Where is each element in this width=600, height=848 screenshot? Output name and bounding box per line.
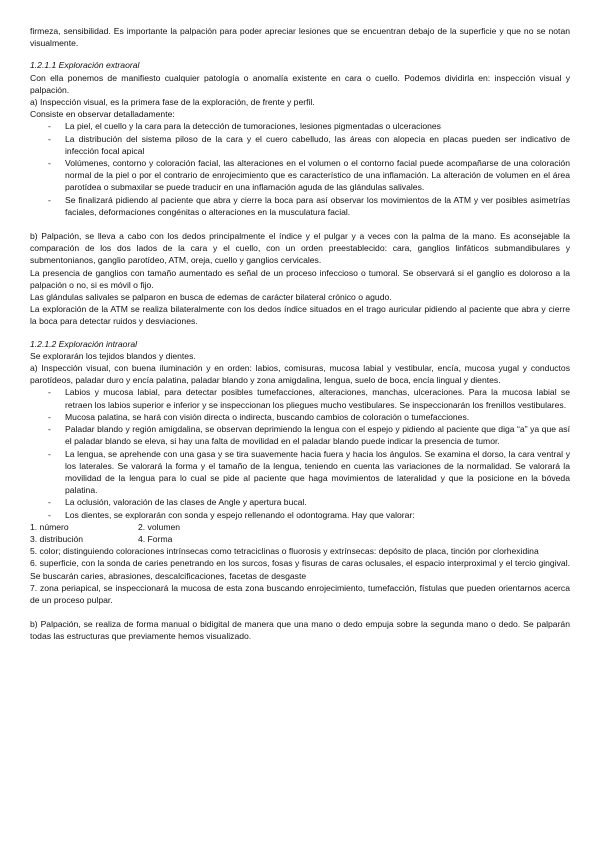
list-item: - Volúmenes, contorno y coloración facial, las alteraciones en el volumen o el contorno facial puede acompañarse de una coloración normal de la piel o por el contrario de enrojecimiento que es característico de una inflamación. La alteración de volumen en el área parotídea o submaxilar se puede traducir en una inflamación aguda de las glándulas salivales. — [30, 157, 570, 194]
list-item: - Se finalizará pidiendo al paciente que abra y cierre la boca para así observar los movimientos de la ATM y ver posibles asimetrías faciales, deformaciones congénitas o alteraciones en la musculatura facial. — [30, 194, 570, 218]
intro-paragraph: firmeza, sensibilidad. Es importante la palpación para poder apreciar lesiones que se encuentran debajo de la superficie y que no se notan visualmente. — [30, 26, 570, 49]
values-row — [30, 533, 570, 545]
values-row — [30, 521, 570, 533]
value-item: 5. color; distinguiendo coloraciones intrínsecas como tetraciclinas o fluorosis y extrínsecas: depósito de placa, tinción por clorhexidina — [30, 546, 539, 557]
value-item: 4. Forma — [138, 533, 173, 544]
paragraph: a) Inspección visual, es la primera fase de la exploración, de frente y perfil. — [30, 97, 315, 108]
extraoral-list — [30, 120, 570, 218]
list-item: - La lengua, se aprehende con una gasa y se tira suavemente hacia fuera y hacia los ángulos. Se examina el dorso, la cara ventral y los laterales. Se valorará la forma y el tamaño de la lengua, teniendo en cuenta las variaciones de la normalidad. Se valorará la movilidad de la lengua para lo cual se pide al paciente que haga movimientos de lateralidad y que la posicione en la bóveda palatina. — [30, 448, 570, 497]
list-item: - Labios y mucosa labial, para detectar posibles tumefacciones, alteraciones, manchas, ulceraciones. Para la mucosa labial se retraen los labios superior e inferior y se inspeccionan los pliegues mucho vestibulares. Se inspeccionarán los frenillos vestibulares. — [30, 386, 570, 410]
intraoral-list — [30, 386, 570, 520]
spacer — [30, 606, 570, 618]
value-item: 2. volumen — [138, 521, 181, 532]
list-item: - La piel, el cuello y la cara para la detección de tumoraciones, lesiones pigmentadas o ulceraciones — [30, 120, 570, 132]
paragraph: b) Palpación, se lleva a cabo con los dedos principalmente el índice y el pulgar y a veces con la palma de la mano. Es aconsejable la comparación de los dos lados de la cara y el cuello, con un orden preestablecido: cara, ganglios linfáticos submandibulares y submentonianos, ganglio parotídeo, ATM, oreja, cuello y ganglios cervicales. — [30, 231, 570, 266]
value-item: 6. superficie, con la sonda de caries penetrando en los surcos, fosas y fisuras de caras oclusales, el espacio interproximal y el tercio gingival. Se buscarán caries, abrasiones, descalcificaciones, facetas de desgaste — [30, 558, 570, 581]
list-item: - Paladar blando y región amigdalina, se observan deprimiendo la lengua con el espejo y pidiendo al paciente que diga “a” ya que así el paladar blando se eleva, si hay una falta de movilidad en el paladar blando puede indicar la presencia de tumor. — [30, 423, 570, 447]
list-item: - La distribución del sistema piloso de la cara y el cuero cabelludo, las áreas con alopecia en placas pueden ser indicativo de infección focal apical — [30, 133, 570, 157]
value-item: 7. zona periapical, se inspeccionará la mucosa de esta zona buscando enrojecimiento, tumefacción, fístulas que pueden orientarnos acerca de un proceso pulpar. — [30, 582, 570, 605]
section-heading-intraoral: 1.2.1.2 Exploración intraoral — [30, 338, 138, 349]
paragraph: La presencia de ganglios con tamaño aumentado es señal de un proceso infeccioso o tumoral. Se observará si el ganglio es doloroso a la palpación o no, si es móvil o fijo. — [30, 267, 570, 290]
paragraph: Consiste en observar detalladamente: — [30, 109, 175, 120]
spacer — [30, 218, 570, 230]
paragraph: Las glándulas salivales se palparon en busca de edemas de carácter bilateral crónico o agudo. — [30, 292, 392, 303]
paragraph: Se explorarán los tejidos blandos y dientes. — [30, 350, 196, 361]
paragraph: b) Palpación, se realiza de forma manual o bidigital de manera que una mano o dedo empuja sobre la segunda mano o dedo. Se palparán todas las estructuras que previamente hemos visualizado. — [30, 619, 570, 642]
paragraph: La exploración de la ATM se realiza bilateralmente con los dedos índice situados en el trago auricular pidiendo al paciente que abra y cierre la boca para detectar ruidos y desviaciones. — [30, 304, 570, 327]
document-page — [30, 25, 570, 643]
paragraph: a) Inspección visual, con buena iluminación y en orden: labios, comisuras, mucosa labial y vestibular, encía, mucosa yugal y conductos parotídeos, paladar duro y encía palatina, paladar blando y zona amigdalina, lengua, suelo de boca, encía lingual y dientes. — [30, 363, 570, 386]
paragraph: Con ella ponemos de manifiesto cualquier patología o anomalía existente en cara o cuello. Podemos dividirla en: inspección visual y palpación. — [30, 72, 570, 95]
value-item: 1. número — [30, 521, 69, 532]
list-item: - Mucosa palatina, se hará con visión directa o indirecta, buscando cambios de coloración o tumefacciones. — [30, 411, 570, 423]
list-item: - Los dientes, se explorarán con sonda y espejo rellenando el odontograma. Hay que valorar: — [30, 509, 570, 521]
list-item: - La oclusión, valoración de las clases de Angle y apertura bucal. — [30, 496, 570, 508]
value-item: 3. distribución — [30, 533, 84, 544]
section-heading-extraoral: 1.2.1.1 Exploración extraoral — [30, 60, 140, 71]
